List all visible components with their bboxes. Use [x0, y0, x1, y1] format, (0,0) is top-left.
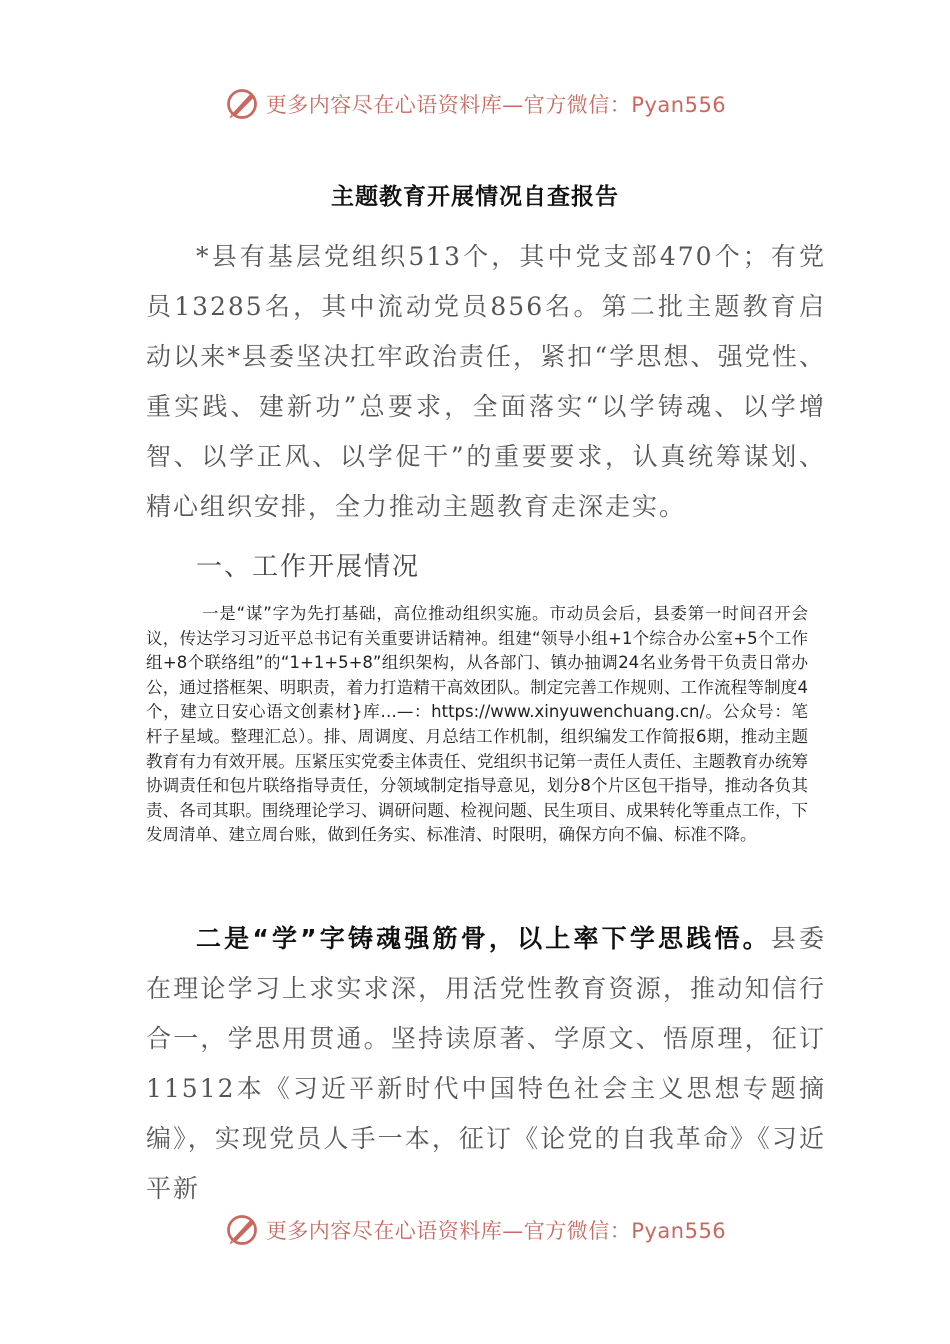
section-heading: 一、工作开展情况 [196, 552, 421, 582]
document-title: 主题教育开展情况自查报告 [331, 184, 619, 210]
paragraph-body: 县委在理论学习上求实求深，用活党性教育资源，推动知信行合一，学思用贯通。坚持读原著、学原文、悟原理，征订11512本《习近平新时代中国特色社会主义思想专题摘编》，实现党员人手一本，征订《论党的自我革命》《习近平新 [146, 924, 826, 1203]
watermark-text: 更多内容尽在心语资料库—官方微信：Pyan556 [265, 1219, 727, 1243]
watermark-banner-top [0, 82, 950, 126]
watermark-banner-bottom [0, 1208, 950, 1252]
pen-circle-icon [224, 1212, 260, 1248]
body-paragraph: 一是“谋”字为先打基础，高位推动组织实施。市动员会后，县委第一时间召开会议，传达学习习近平总书记有关重要讲话精神。组建“领导小组+1个综合办公室+5个工作组+8个联络组”的“1+1+5+8”组织架构，从各部门、镇办抽调24名业务骨干负责日常办公，通过搭框架、明职责，着力打造精干高效团队。制定完善工作规则、工作流程等制度4个，建立日安心语文创素材}库…—：https://www.xinyuwenchuang.cn/。公众号：笔杆子星域。整理汇总）。排、周调度、月总结工作机制，组织编发工作简报6期，推动主题教育有力有效开展。压紧压实党委主体责任、党组织书记第一责任人责任、主题教育办统筹协调责任和包片联络指导责任，分领域制定指导意见，划分8个片区包干指导，推动各负其责、各司其职。围绕理论学习、调研问题、检视问题、民生项目、成果转化等重点工作，下发周清单、建立周台账，做到任务实、标准清、时限明，确保方向不偏、标准不降。 [146, 604, 808, 845]
pen-circle-icon [224, 86, 260, 122]
paragraph-lead: 二是“学”字铸魂强筋骨，以上率下学思践悟。 [196, 924, 771, 953]
intro-paragraph: *县有基层党组织513个，其中党支部470个；有党员13285名，其中流动党员856名。第二批主题教育启动以来*县委坚决扛牢政治责任，紧扣“学思想、强党性、重实践、建新功”总要求，全面落实“以学铸魂、以学增智、以学正风、以学促干”的重要要求，认真统筹谋划、精心组织安排，全力推动主题教育走深走实。 [146, 242, 826, 521]
body-paragraph-2 [146, 914, 826, 1214]
watermark-text: 更多内容尽在心语资料库—官方微信：Pyan556 [265, 93, 727, 117]
